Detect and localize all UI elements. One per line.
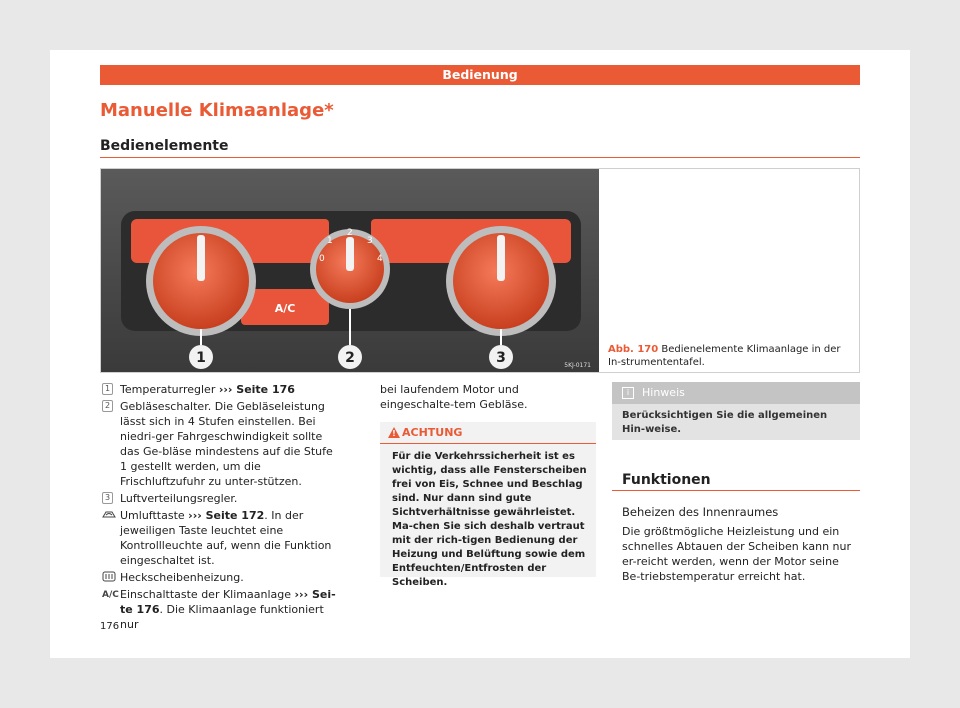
recirculation-icon [102, 509, 116, 521]
warning-header: ! ACHTUNG [380, 422, 596, 444]
callout-3: 3 [496, 350, 506, 366]
functions-subheading: Beheizen des Innenraumes [622, 505, 779, 519]
figure-caption [608, 343, 853, 369]
page-reference[interactable]: ››› Seite 172 [188, 509, 265, 522]
warning-title: ACHTUNG [402, 426, 463, 439]
section-subtitle: Bedienelemente [100, 138, 229, 154]
figure-caption-text: Bedienelemente Klimaanlage in der In-strumententafel. [608, 344, 841, 368]
column-2-continuation: bei laufendem Motor und eingeschalte-tem Gebläse. [380, 383, 528, 411]
number-badge: 2 [102, 400, 113, 412]
page-reference[interactable]: ››› Seite 176 [218, 383, 295, 396]
subtitle-rule [100, 157, 860, 158]
fan-level-4: 4 [377, 254, 383, 264]
list-item: A/C Einschalttaste der Klimaanlage ››› Sei-te 176. Die Klimaanlage funktioniert nur [102, 588, 336, 631]
number-badge: 3 [102, 492, 113, 504]
hint-body: Berücksichtigen Sie die allgemeinen Hin-weise. [622, 410, 828, 435]
climate-panel-photo [101, 169, 599, 372]
number-badge: 1 [102, 383, 113, 395]
fan-level-0: 0 [319, 254, 325, 264]
page-title: Manuelle Klimaanlage* [100, 100, 334, 121]
callout-1: 1 [196, 350, 206, 366]
fan-level-2: 2 [347, 228, 353, 238]
hint-title: Hinweis [642, 386, 685, 399]
list-item: 3 Luftverteilungsregler. [102, 491, 342, 506]
rear-window-heating-icon [102, 571, 116, 583]
fan-level-3: 3 [367, 236, 373, 246]
warning-box [380, 422, 596, 588]
figure-number: Abb. 170 [608, 344, 659, 355]
figure [100, 168, 860, 373]
climate-panel-drawing [101, 169, 599, 372]
list-item: 2 Gebläseschalter. Die Gebläseleistung lässt sich in 4 Stufen einstellen. Bei niedri-ger Fahrgeschwindigkeit sollte das Ge-bläse mindestens auf die Stufe 1 gestellt werden, um die Frischluftzufuhr zu unter-stützen. [102, 399, 342, 489]
page [50, 50, 910, 658]
fan-level-1: 1 [327, 236, 333, 246]
ac-icon: A/C [102, 590, 119, 600]
column-1 [102, 382, 342, 634]
section-header: Bedienung [100, 65, 860, 85]
list-item: Heckscheibenheizung. [102, 570, 342, 585]
callout-2: 2 [345, 350, 355, 366]
info-icon: i [622, 387, 634, 399]
panel-ac-label: A/C [274, 302, 296, 315]
page-reference[interactable]: ››› Sei-te 176 [120, 588, 336, 616]
functions-paragraph: Die größtmögliche Heizleistung und ein schnelles Abtauen der Scheiben kann nur er-reicht werden, wenn der Motor seine Be-triebstemperatur erreicht hat. [622, 525, 852, 583]
hint-box [612, 382, 860, 440]
functions-title: Funktionen [622, 472, 711, 488]
functions-rule [612, 490, 860, 491]
page-number: 176 [100, 621, 120, 632]
warning-body: Für die Verkehrssicherheit ist es wichtig, dass alle Fensterscheiben frei von Eis, Schnee und Beschlag sind. Nur dann sind gute Sichtverhältnisse gewährleistet. Ma-chen Sie sich deshalb vertraut mit der rich-tigen Bedienung der Heizung und Belüftung sowie dem Entfeuchten/Entfrosten der Scheiben. [392, 451, 587, 588]
list-item: 1 Temperaturregler ››› Seite 176 [102, 382, 342, 397]
hint-header [612, 382, 860, 404]
list-item: Umlufttaste ››› Seite 172. In der jeweiligen Taste leuchtet eine Kontrollleuchte auf, wenn die Funktion eingeschaltet ist. [102, 508, 342, 568]
photo-code: 5KJ-0171 [564, 362, 591, 369]
